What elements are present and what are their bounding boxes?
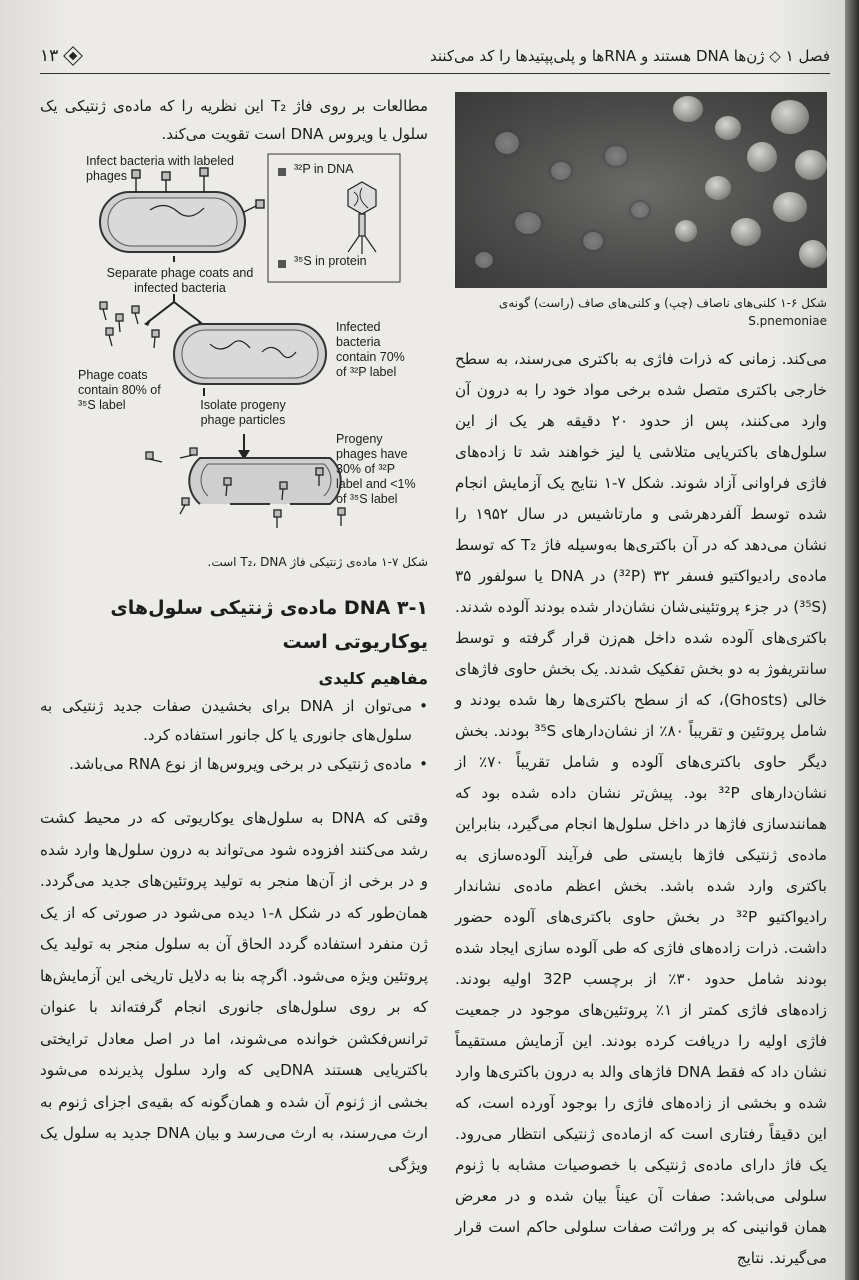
figure-6-caption — [455, 294, 827, 330]
progeny-label: Progeny phages have 30% of ³²P label and <1% of ³⁵S label — [336, 432, 416, 506]
isolate-label: Isolate progeny phage particles — [200, 398, 286, 427]
species-name: S.pnemoniae — [748, 314, 827, 328]
section-title: DNA ۳-۱ ماده‌ی ژنتیکی سلول‌های یوکاریوتی است — [110, 597, 428, 653]
bacterium-top — [100, 192, 245, 252]
list-item: • می‌توان از DNA برای بخشیدن صفات جدید ژنتیکی به سلول‌های جانوری یا کل جانور استفاده کرد. — [40, 692, 428, 750]
separate-label: Separate phage coats and infected bacteria — [106, 266, 254, 295]
chapter-header — [430, 47, 830, 65]
legend-p32-label: ³²P in DNA — [294, 162, 354, 176]
diamond-icon — [63, 46, 83, 66]
hershey-chase-diagram — [40, 152, 428, 547]
infected-label: Infected bacteria contain 70% of ³²P label — [336, 320, 405, 379]
right-column — [455, 92, 827, 1274]
bacterium-infected — [174, 324, 326, 384]
phage-coats — [100, 302, 159, 348]
infect-label: Infect bacteria with labeled phages — [86, 154, 235, 183]
right-paragraph: می‌کند. زمانی که ذرات فاژی به باکتری می‌رسند، به سطح خارجی باکتری متصل شده برخی مواد خود را به درون آن وارد می‌کنند، پس از حدود ۲۰ دقیقه هر یک از این سلول‌های باکتریایی متلاشی یا لیز خواهند شد تا زاده‌های فاژی فراوانی آزاد شوند. شکل ۷-۱ نتایج یک آزمایش انجام شده توسط آلفردهرشی و مارتاشیس در سال ۱۹۵۲ را نشان می‌دهد که در آن باکتری‌ها به‌وسیله فاژ T₂ که توسط ماده‌ی رادیواکتیو فسفر ۳۲ (³²P) در DNA یا سولفور ۳۵ (³⁵S) در جزء پروتئینی‌شان نشان‌دار شده بودند آلوده شدند. باکتری‌های آلوده شده داخل هم‌زن قرار گرفته و توسط سانتریفوژ به دو بخش تفکیک شدند. یک بخش حاوی فاژهای خالی (Ghosts)، که از سطح باکتری‌ها رها شده بودند و شامل پروتئین و تقریباً ۸۰٪ از نشان‌دارهای ³⁵S بودند. بخش دیگر حاوی باکتری‌های آلوده و شامل تقریباً ۷۰٪ از نشان‌دارهای ³²P بود. پیش‌تر نشان داده شده بود که همانندسازی فاژها در داخل سلول‌ها انجام می‌گیرد، بنابراین ماده‌ی ژنتیکی فاژها بایستی طی فرآیند آلوده‌سازی به باکتری وارد شده باشد. بخش اعظم ماده‌ی نشاندار رادیواکتیو ³²P در بخش حاوی باکتری‌های آلوده حضور داشت. ذرات زاده‌های فاژی که طی آلوده سازی ایجاد شده بودند شامل حدود ۳۰٪ از برچسب 32P اولیه بودند. زاده‌های فاژی کمتر از ۱٪ پروتئین‌های موجود در جمعیت فاژی اولیه را دریافت کرده بودند. این آزمایش مستقیماً نشان داد که فقط DNA فاژهای والد به درون باکتری‌ها وارد شده و بخشی از زاده‌های فاژی را بوجود آورده است، که این دقیقاً رفتاری است که ازماده‌ی ژنتیکی انتظار می‌رود. یک فاژ دارای ماده‌ی ژنتیکی با خصوصیات مشابه با ژنوم سلولی می‌باشد: صفات آن عیناً بیان شده و در معرض همان قوانینی که بر وراثت صفات سلولی حاکم است قرار می‌گیرند. نتایج — [455, 350, 827, 1267]
legend-s35-label: ³⁵S in protein — [294, 254, 367, 268]
s35-swatch — [278, 260, 286, 268]
figure-6-caption-text: شکل ۶-۱ کلنی‌های ناصاف (چپ) و کلنی‌های صاف (راست) گونه‌ی — [498, 296, 827, 310]
p32-swatch — [278, 168, 286, 176]
chapter-title: فصل ١ ◇ ژن‌ها DNA هستند و RNAها و پلی‌پپتیدها را کد می‌کنند — [429, 46, 830, 65]
intro-text: مطالعات بر روی فاژ T₂ این نظریه را که ماده‌ی ژنتیکی یک سلول یا ویروس DNA است تقویت می‌کند. — [40, 97, 428, 143]
page-number: ١٣ — [40, 45, 59, 66]
list-item: • ماده‌ی ژنتیکی در برخی ویروس‌ها از نوع RNA می‌باشد. — [40, 750, 428, 779]
legend-phage-icon — [348, 182, 376, 254]
key-concepts-title: مفاهیم کلیدی — [318, 669, 428, 688]
page-header — [40, 38, 830, 74]
figure-7-caption: شکل ۷-۱ ماده‌ی ژنتیکی فاژ T₂، DNA است. — [207, 555, 428, 569]
bacterium-lysed — [189, 458, 340, 504]
key-concepts-list — [40, 692, 428, 779]
left-paragraph: وقتی که DNA به سلول‌های یوکاریوتی که در محیط کشت رشد می‌کنند افزوده شود می‌تواند به درون سلول‌ها وارد شده و در برخی از آن‌ها منجر به تولید پروتئین‌های جدید می‌گردد. همان‌طور که در شکل ۸-۱ دیده می‌شود در صورتی که از یک ژن منفرد استفاده گردد الحاق آن به سلول منجر به تولید یک پروتئین ویژه می‌شود. اگرچه بنا به دلایل تاریخی این آزمایش‌ها که بر روی سلول‌های جانوری انجام گرفته‌اند با عنوان ترانس‌فکشن خوانده می‌شوند، اما در اصل معادل ترایختی باکتریایی هستند DNAیی که وارد سلول پذیرنده می‌شود بخشی از ژنوم آن شده و همان‌گونه که بقیه‌ی اجزای ژنوم به ارث می‌رسند، به ارث می‌رسد و بیان DNA جدید به سلول یک ویژگی — [40, 809, 428, 1174]
coats-label: Phage coats contain 80% of ³⁵S label — [78, 368, 161, 412]
colony-photo — [455, 92, 827, 288]
page-number-block — [40, 46, 80, 66]
book-spine-shadow — [845, 0, 859, 1280]
left-column — [40, 92, 428, 1181]
